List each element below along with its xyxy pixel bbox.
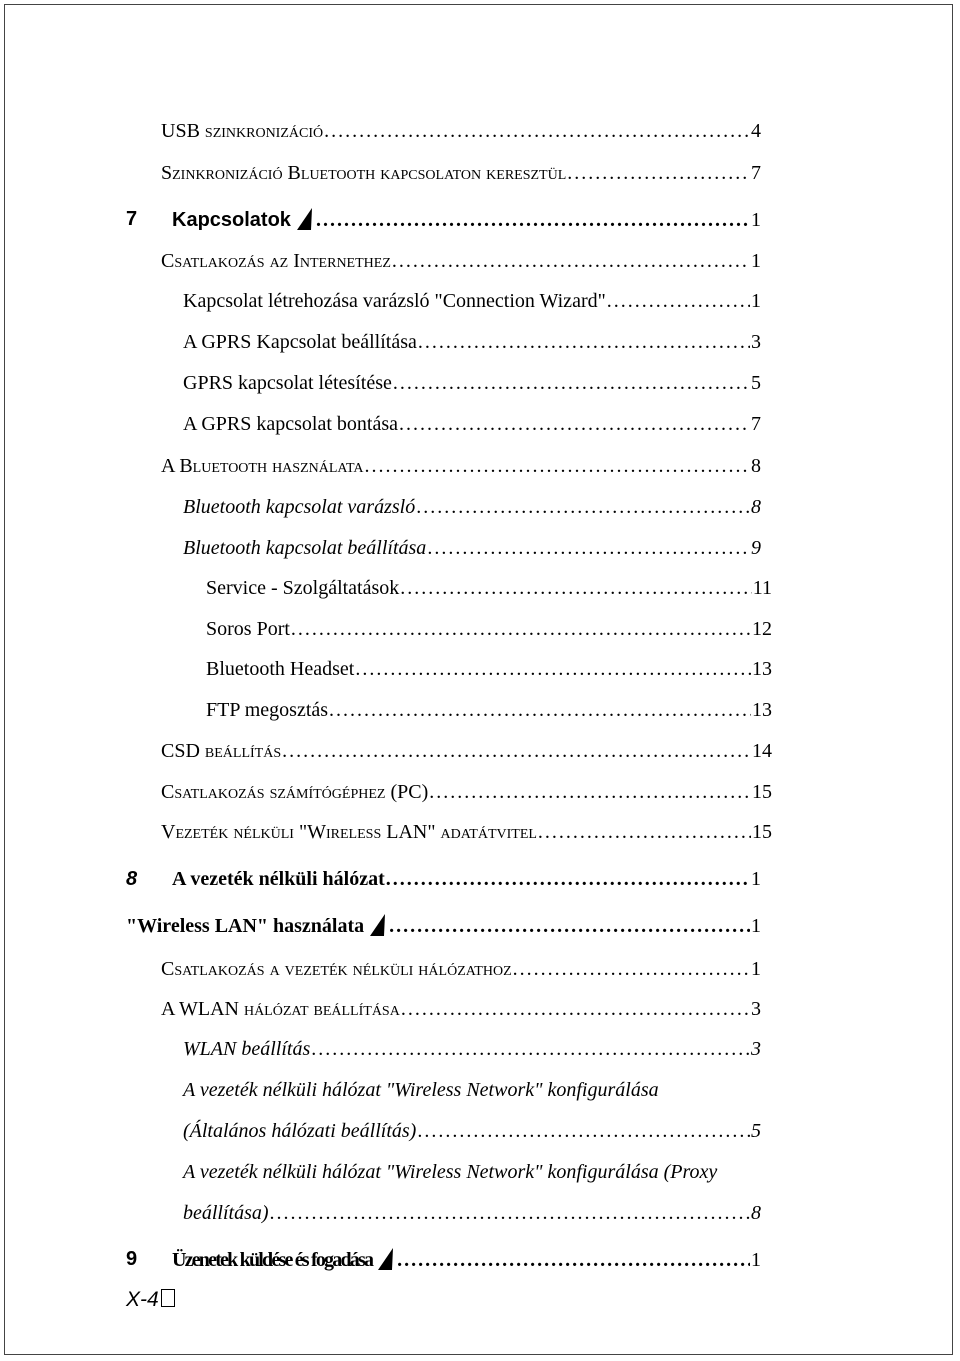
toc-entry-title: WLAN beállítás [183,1038,311,1060]
toc-entry-page: 5 [751,1120,761,1142]
dot-leader [392,250,750,273]
toc-entry[interactable] [183,1202,761,1225]
toc-entry-page: 15 [752,781,772,803]
dot-leader [282,740,751,763]
toc-entry[interactable] [161,455,761,478]
toc-entry-page: 3 [751,331,761,353]
dot-leader [270,1202,750,1225]
toc-entry-title: GPRS kapcsolat létesítése [183,372,392,394]
toc-entry-page: 8 [751,496,761,518]
toc-entry[interactable] [206,658,772,681]
toc-entry[interactable] [183,537,761,560]
toc-entry-page: 8 [751,1202,761,1224]
dot-leader [399,413,750,436]
toc-entry-title: Service - Szolgáltatások [206,577,400,599]
dot-leader [607,290,750,313]
toc-entry-page: 11 [752,577,772,599]
toc-entry[interactable] [206,577,772,600]
toc-entry-title: Csatlakozás az Internethez [161,250,391,272]
toc-entry[interactable] [183,1120,761,1143]
chapter-title: Kapcsolatok [172,209,291,231]
dot-leader [401,998,750,1021]
dot-leader [355,658,751,681]
toc-entry-page: 1 [751,868,761,890]
toc-chapter-entry[interactable] [172,868,761,891]
toc-entry[interactable] [183,372,761,395]
toc-entry-title-line[interactable]: A vezeték nélküli hálózat "Wireless Network" konfigurálása [183,1079,659,1101]
toc-chapter-entry[interactable] [126,914,761,938]
toc-entry-title: USB szinkronizáció [161,120,324,142]
toc-entry[interactable] [161,958,761,981]
dot-leader [513,958,750,981]
toc-entry[interactable] [183,496,761,519]
dot-leader [538,821,751,844]
dot-leader [386,868,750,891]
toc-entry-title: Csatlakozás számítógéphez (PC) [161,781,429,803]
toc-entry-page: 1 [751,250,761,272]
toc-entry[interactable] [206,618,772,641]
dot-leader [389,915,750,938]
toc-entry-title: beállítása) [183,1202,269,1224]
toc-entry[interactable] [183,413,761,436]
dot-leader [418,331,750,354]
toc-entry-page: 9 [751,537,761,559]
dot-leader [365,455,750,478]
toc-entry-page: 7 [751,162,761,184]
toc-entry-page: 13 [752,658,772,680]
dot-leader [417,1120,750,1143]
dot-leader [427,537,750,560]
toc-entry-title: Vezeték nélküli "Wireless LAN" adatátvitel [161,821,537,843]
toc-entry-title: Bluetooth kapcsolat beállítása [183,537,427,559]
dot-leader [567,162,750,185]
toc-entry-title: (Általános hálózati beállítás) [183,1120,417,1142]
toc-entry-page: 8 [751,455,761,477]
toc-chapter-entry[interactable] [172,1248,761,1272]
chapter-title: A vezeték nélküli hálózat [172,868,385,890]
toc-entry-page: 5 [751,372,761,394]
toc-entry-title: A GPRS kapcsolat bontása [183,413,398,435]
toc-entry-page: 3 [751,1038,761,1060]
toc-entry-page: 12 [752,618,772,640]
dot-leader [291,618,751,641]
missing-glyph-icon [161,1289,175,1307]
toc-chapter-entry[interactable] [172,208,761,232]
toc-entry-title: FTP megosztás [206,699,329,721]
toc-entry[interactable] [161,821,772,844]
toc-entry[interactable] [161,120,761,143]
dot-leader [400,577,751,600]
toc-entry-page: 7 [751,413,761,435]
toc-entry-page: 3 [751,998,761,1020]
chapter-title-wrap [172,1248,396,1272]
chapter-number: 9 [126,1248,138,1270]
toc-entry-title: Szinkronizáció Bluetooth kapcsolaton keresztül [161,162,567,184]
toc-entry-page: 1 [751,915,761,937]
toc-entry[interactable] [161,250,761,273]
page-label: X-4 [126,1288,159,1311]
toc-entry-page: 1 [751,290,761,312]
dot-leader [416,496,750,519]
toc-entry[interactable] [161,740,772,763]
toc-entry-title: Kapcsolat létrehozása varázsló "Connection Wizard" [183,290,606,312]
toc-entry-page: 15 [752,821,772,843]
chapter-title: Üzenetek küldése és fogadása [172,1249,373,1271]
toc-entry-page: 4 [751,120,761,142]
dot-leader [397,1249,750,1272]
toc-entry[interactable] [161,998,761,1021]
chapter-number: 7 [126,208,138,230]
dot-leader [324,120,750,143]
toc-entry-title: A GPRS Kapcsolat beállítása [183,331,417,353]
chapter-title: "Wireless LAN" használata [126,915,365,937]
toc-entry-page: 1 [751,1249,761,1271]
dot-leader [393,372,750,395]
dot-leader [316,209,750,232]
chapter-number: 8 [126,868,138,890]
chapter-title-wrap [126,914,388,938]
toc-entry-title: CSD beállítás [161,740,282,762]
toc-entry[interactable] [183,1038,761,1061]
toc-entry-page: 14 [752,740,772,762]
toc-entry-title: A WLAN hálózat beállítása [161,998,400,1020]
toc-entry-title: Bluetooth Headset [206,658,355,680]
page-number-footer [126,1288,175,1312]
dot-leader [329,699,751,722]
toc-entry-page: 1 [751,958,761,980]
toc-entry[interactable] [161,162,761,185]
toc-entry-title-line[interactable]: A vezeték nélküli hálózat "Wireless Network" konfigurálása (Proxy [183,1161,718,1183]
toc-entry[interactable] [206,699,772,722]
toc-entry-title: Csatlakozás a vezeték nélküli hálózathoz [161,958,512,980]
dot-leader [429,781,751,804]
toc-entry[interactable] [183,290,761,313]
toc-entry[interactable] [183,331,761,354]
toc-entry-title: A Bluetooth használata [161,455,364,477]
toc-entry-title: Bluetooth kapcsolat varázsló [183,496,416,518]
toc-entry-page: 13 [752,699,772,721]
toc-entry[interactable] [161,781,772,804]
dot-leader [311,1038,750,1061]
chapter-title-wrap [172,208,315,232]
toc-entry-page: 1 [751,209,761,231]
toc-entry-title: Soros Port [206,618,290,640]
